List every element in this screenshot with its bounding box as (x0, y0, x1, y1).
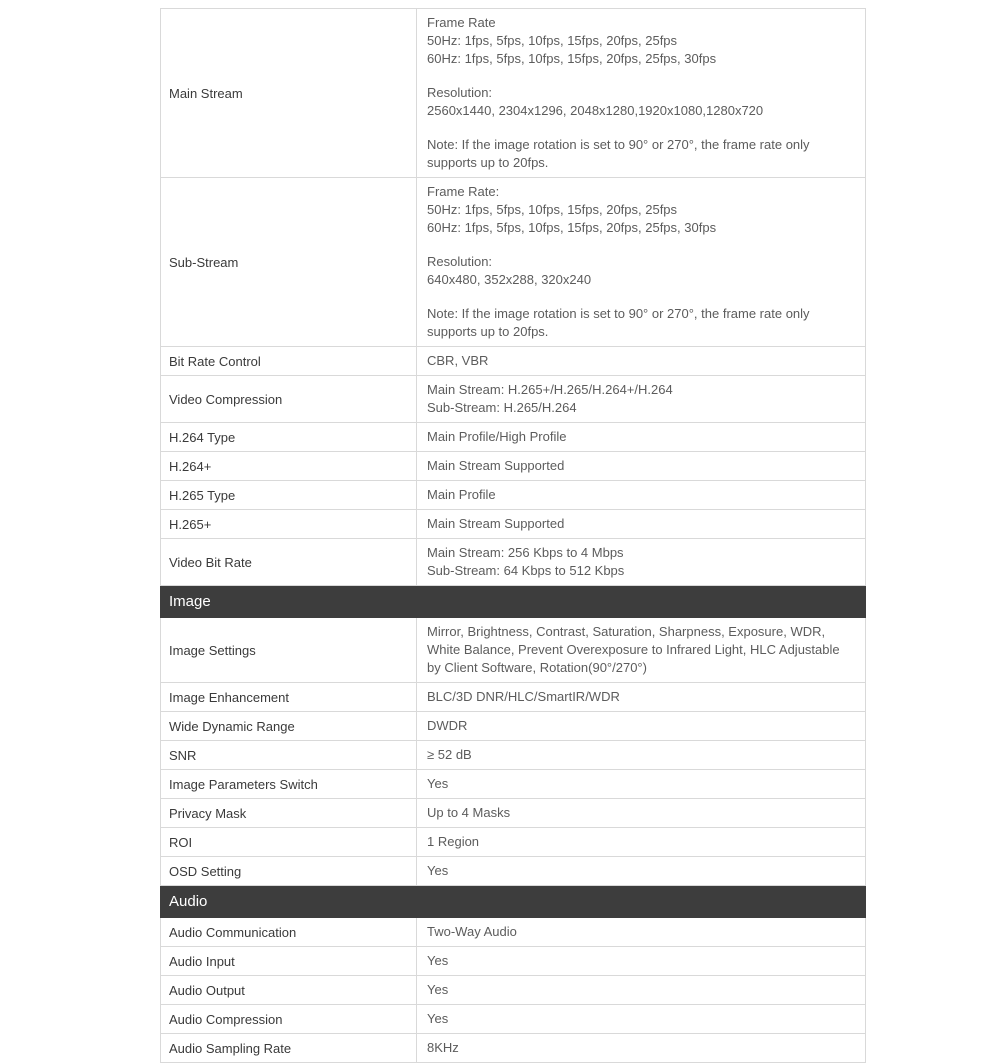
spec-label: H.265 Type (161, 481, 417, 510)
spec-row (161, 376, 866, 423)
spec-label: SNR (161, 741, 417, 770)
value-line: Main Profile/High Profile (427, 429, 567, 444)
spec-table-body (161, 9, 866, 1063)
spec-value (417, 539, 866, 586)
value-line: Note: If the image rotation is set to 90° or 270°, the frame rate only supports up to 20fps. (427, 137, 810, 170)
value-line: Yes (427, 776, 449, 791)
value-line: 1 Region (427, 834, 480, 849)
spec-row (161, 1034, 866, 1063)
spec-value (417, 481, 866, 510)
spec-table (160, 8, 866, 1063)
value-line: ≥ 52 dB (427, 747, 472, 762)
value-line: Main Stream Supported (427, 516, 565, 531)
blank-line (427, 68, 855, 84)
value-line: Frame Rate (427, 15, 496, 30)
blank-line (427, 237, 855, 253)
spec-row (161, 9, 866, 178)
value-line: DWDR (427, 718, 468, 733)
spec-label: Sub-Stream (161, 178, 417, 347)
spec-value (417, 1005, 866, 1034)
spec-label: Audio Sampling Rate (161, 1034, 417, 1063)
spec-sheet (160, 8, 840, 1063)
value-line: CBR, VBR (427, 353, 489, 368)
spec-row (161, 799, 866, 828)
spec-row (161, 712, 866, 741)
spec-value (417, 510, 866, 539)
value-line: Mirror, Brightness, Contrast, Saturation, Sharpness, Exposure, WDR, White Balance, Prevent Overexposure to Infrared Light, HLC Adjustable by Client Software, Rotation(90°/270°) (427, 624, 840, 675)
value-line: 8KHz (427, 1040, 459, 1055)
value-line: 50Hz: 1fps, 5fps, 10fps, 15fps, 20fps, 25fps (427, 202, 678, 217)
value-line: 2560x1440, 2304x1296, 2048x1280,1920x1080,1280x720 (427, 103, 764, 118)
value-line: Yes (427, 863, 449, 878)
spec-row (161, 452, 866, 481)
section-header-row (161, 886, 866, 918)
spec-label: Video Compression (161, 376, 417, 423)
spec-row (161, 423, 866, 452)
spec-row (161, 947, 866, 976)
value-line: BLC/3D DNR/HLC/SmartIR/WDR (427, 689, 620, 704)
spec-value (417, 857, 866, 886)
section-title: Image (161, 586, 866, 618)
spec-label: H.264 Type (161, 423, 417, 452)
spec-value (417, 712, 866, 741)
spec-row (161, 539, 866, 586)
spec-row (161, 1005, 866, 1034)
spec-value (417, 918, 866, 947)
spec-label: Image Settings (161, 618, 417, 683)
spec-label: Privacy Mask (161, 799, 417, 828)
spec-row (161, 347, 866, 376)
spec-row (161, 618, 866, 683)
spec-label: H.265+ (161, 510, 417, 539)
spec-value (417, 741, 866, 770)
spec-value (417, 976, 866, 1005)
value-line: 640x480, 352x288, 320x240 (427, 272, 592, 287)
value-line: 60Hz: 1fps, 5fps, 10fps, 15fps, 20fps, 25fps, 30fps (427, 220, 717, 235)
spec-row (161, 481, 866, 510)
spec-value (417, 1034, 866, 1063)
value-line: Note: If the image rotation is set to 90° or 270°, the frame rate only supports up to 20fps. (427, 306, 810, 339)
value-line: Up to 4 Masks (427, 805, 511, 820)
spec-row (161, 510, 866, 539)
blank-line (427, 120, 855, 136)
spec-value (417, 423, 866, 452)
value-line: Sub-Stream: 64 Kbps to 512 Kbps (427, 563, 625, 578)
value-line: Resolution: (427, 85, 493, 100)
spec-value (417, 683, 866, 712)
spec-label: Audio Output (161, 976, 417, 1005)
spec-label: Wide Dynamic Range (161, 712, 417, 741)
spec-label: Audio Compression (161, 1005, 417, 1034)
spec-row (161, 976, 866, 1005)
spec-label: Audio Input (161, 947, 417, 976)
spec-row (161, 741, 866, 770)
spec-value (417, 452, 866, 481)
spec-row (161, 683, 866, 712)
spec-value (417, 347, 866, 376)
spec-label: Bit Rate Control (161, 347, 417, 376)
value-line: Main Profile (427, 487, 496, 502)
value-line: Sub-Stream: H.265/H.264 (427, 400, 577, 415)
spec-value (417, 376, 866, 423)
value-line: Yes (427, 1011, 449, 1026)
value-line: Main Stream: 256 Kbps to 4 Mbps (427, 545, 624, 560)
spec-label: Audio Communication (161, 918, 417, 947)
section-header-row (161, 586, 866, 618)
section-title: Audio (161, 886, 866, 918)
spec-row (161, 770, 866, 799)
value-line: 60Hz: 1fps, 5fps, 10fps, 15fps, 20fps, 25fps, 30fps (427, 51, 717, 66)
value-line: Main Stream Supported (427, 458, 565, 473)
value-line: Frame Rate: (427, 184, 500, 199)
spec-label: ROI (161, 828, 417, 857)
spec-label: H.264+ (161, 452, 417, 481)
spec-row (161, 178, 866, 347)
value-line: Main Stream: H.265+/H.265/H.264+/H.264 (427, 382, 673, 397)
value-line: Resolution: (427, 254, 493, 269)
spec-value (417, 799, 866, 828)
spec-row (161, 828, 866, 857)
spec-label: Main Stream (161, 9, 417, 178)
spec-value (417, 947, 866, 976)
spec-label: OSD Setting (161, 857, 417, 886)
spec-value (417, 770, 866, 799)
spec-row (161, 857, 866, 886)
value-line: 50Hz: 1fps, 5fps, 10fps, 15fps, 20fps, 25fps (427, 33, 678, 48)
spec-label: Video Bit Rate (161, 539, 417, 586)
spec-row (161, 918, 866, 947)
spec-value (417, 178, 866, 347)
spec-value (417, 828, 866, 857)
spec-value (417, 618, 866, 683)
spec-label: Image Parameters Switch (161, 770, 417, 799)
value-line: Yes (427, 982, 449, 997)
blank-line (427, 289, 855, 305)
spec-value (417, 9, 866, 178)
value-line: Yes (427, 953, 449, 968)
spec-label: Image Enhancement (161, 683, 417, 712)
value-line: Two-Way Audio (427, 924, 517, 939)
